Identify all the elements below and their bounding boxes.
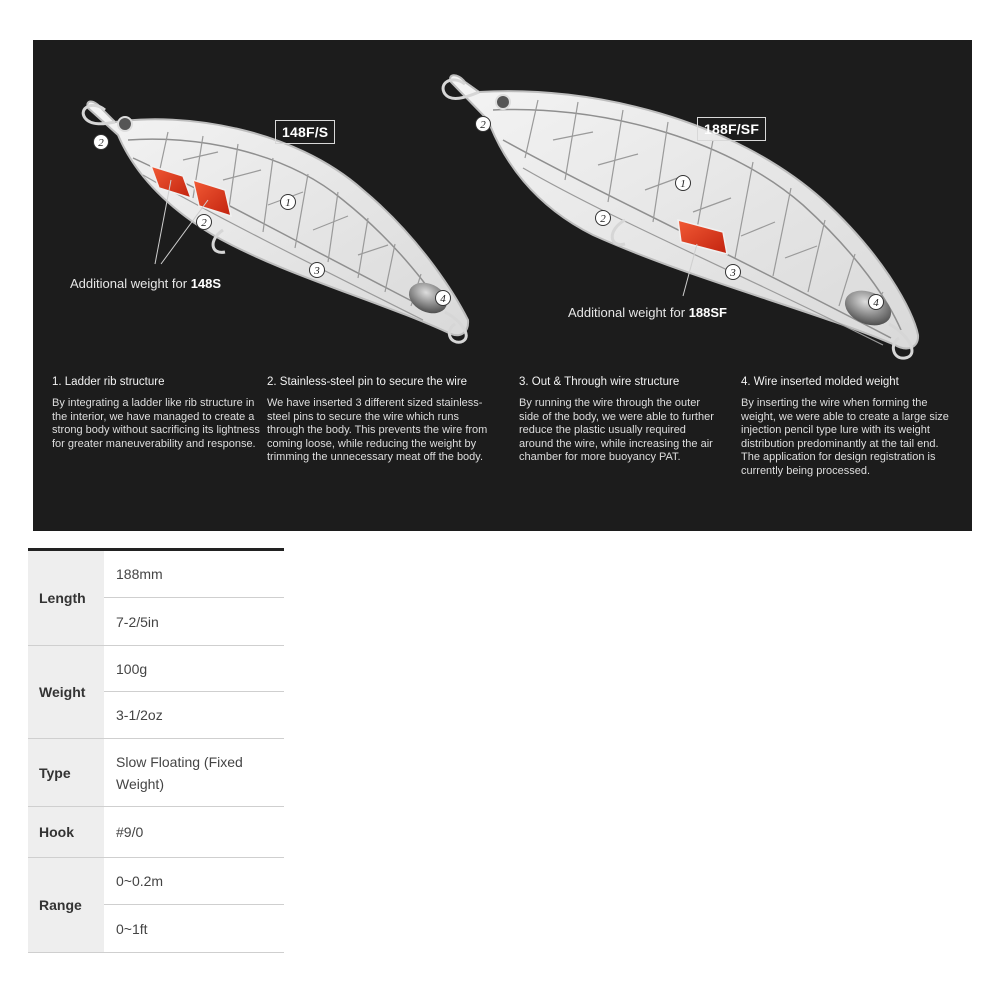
feature-title: 3. Out & Through wire structure — [519, 376, 680, 388]
feature-description: We have inserted 3 different sized stainless-steel pins to secure the wire which runs through the body. This prevents the wire from coming loose, while reducing the weight by trimming the unnecessary meat off the body. — [267, 397, 488, 464]
spec-label: Range — [28, 858, 104, 952]
lure-diagram-panel — [33, 40, 972, 531]
svg-text:4: 4 — [440, 293, 446, 305]
feature-steel-pin — [267, 376, 495, 465]
spec-value: 0~0.2m — [104, 858, 284, 905]
marker-1-right — [676, 176, 691, 191]
callout-text: Additional weight for — [568, 305, 689, 320]
feature-ladder-rib — [52, 376, 262, 451]
marker-4-left — [436, 291, 451, 306]
marker-4-right — [869, 295, 884, 310]
spec-value: #9/0 — [116, 824, 144, 840]
feature-title: 1. Ladder rib structure — [52, 376, 165, 388]
marker-1-left — [281, 195, 296, 210]
callout-text: Additional weight for — [70, 276, 191, 291]
spec-values — [104, 807, 284, 857]
spec-values — [104, 551, 284, 645]
weight-callout-148 — [70, 276, 221, 291]
weight-callout-188 — [568, 305, 727, 320]
spec-value: 188mm — [104, 551, 284, 598]
spec-values — [104, 739, 284, 806]
spec-table — [28, 548, 284, 953]
feature-out-through-wire — [519, 376, 719, 465]
spec-label: Length — [28, 551, 104, 645]
svg-text:1: 1 — [680, 178, 686, 190]
marker-2-right-belly — [596, 211, 611, 226]
svg-text:2: 2 — [480, 119, 486, 131]
spec-value: Slow Floating (Fixed Weight) — [116, 753, 243, 792]
feature-description: By inserting the wire when forming the weight, we were able to create a large size injection pencil type lure with its weight distribution predominantly at the tail end. The application for design registration is currently being processed. — [741, 397, 949, 477]
callout-model: 148S — [190, 276, 222, 291]
spec-row-range — [28, 858, 284, 953]
svg-text:2: 2 — [98, 137, 104, 149]
spec-label: Type — [28, 739, 104, 806]
feature-description: By running the wire through the outer side of the body, we were able to further reduce the plastic usually required around the wire, while increasing the air chamber for more buoyancy PAT. — [519, 397, 714, 464]
spec-value: 3-1/2oz — [116, 707, 163, 723]
spec-value: 100g — [104, 646, 284, 692]
spec-label: Hook — [28, 807, 104, 857]
svg-text:3: 3 — [730, 267, 736, 279]
spec-values — [104, 858, 284, 952]
feature-title: 2. Stainless-steel pin to secure the wire — [267, 376, 468, 388]
spec-label: Weight — [28, 646, 104, 738]
spec-value: 0~1ft — [116, 920, 148, 937]
marker-2-left-belly — [197, 215, 212, 230]
svg-text:1: 1 — [285, 197, 291, 209]
feature-description: By integrating a ladder like rib structure in the interior, we have managed to create a strong body without sacrificing its lightness for greater maneuverability and response. — [52, 397, 260, 450]
svg-text:4: 4 — [873, 297, 879, 309]
svg-text:3: 3 — [314, 265, 320, 277]
spec-row-weight — [28, 646, 284, 739]
marker-2-left-nose — [94, 135, 109, 150]
spec-value: 7-2/5in — [116, 613, 159, 630]
marker-2-right-nose — [476, 117, 491, 132]
feature-title: 4. Wire inserted molded weight — [741, 376, 899, 388]
marker-3-right — [726, 265, 741, 280]
spec-row-hook — [28, 807, 284, 858]
spec-values — [104, 646, 284, 738]
model-badge-188: 188F/SF — [697, 117, 766, 141]
svg-text:2: 2 — [201, 217, 207, 229]
spec-row-length — [28, 551, 284, 646]
marker-3-left — [310, 263, 325, 278]
feature-molded-weight — [741, 376, 956, 479]
model-badge-148: 148F/S — [275, 120, 335, 144]
callout-model: 188SF — [688, 305, 727, 320]
spec-row-type — [28, 739, 284, 807]
svg-text:2: 2 — [600, 213, 606, 225]
